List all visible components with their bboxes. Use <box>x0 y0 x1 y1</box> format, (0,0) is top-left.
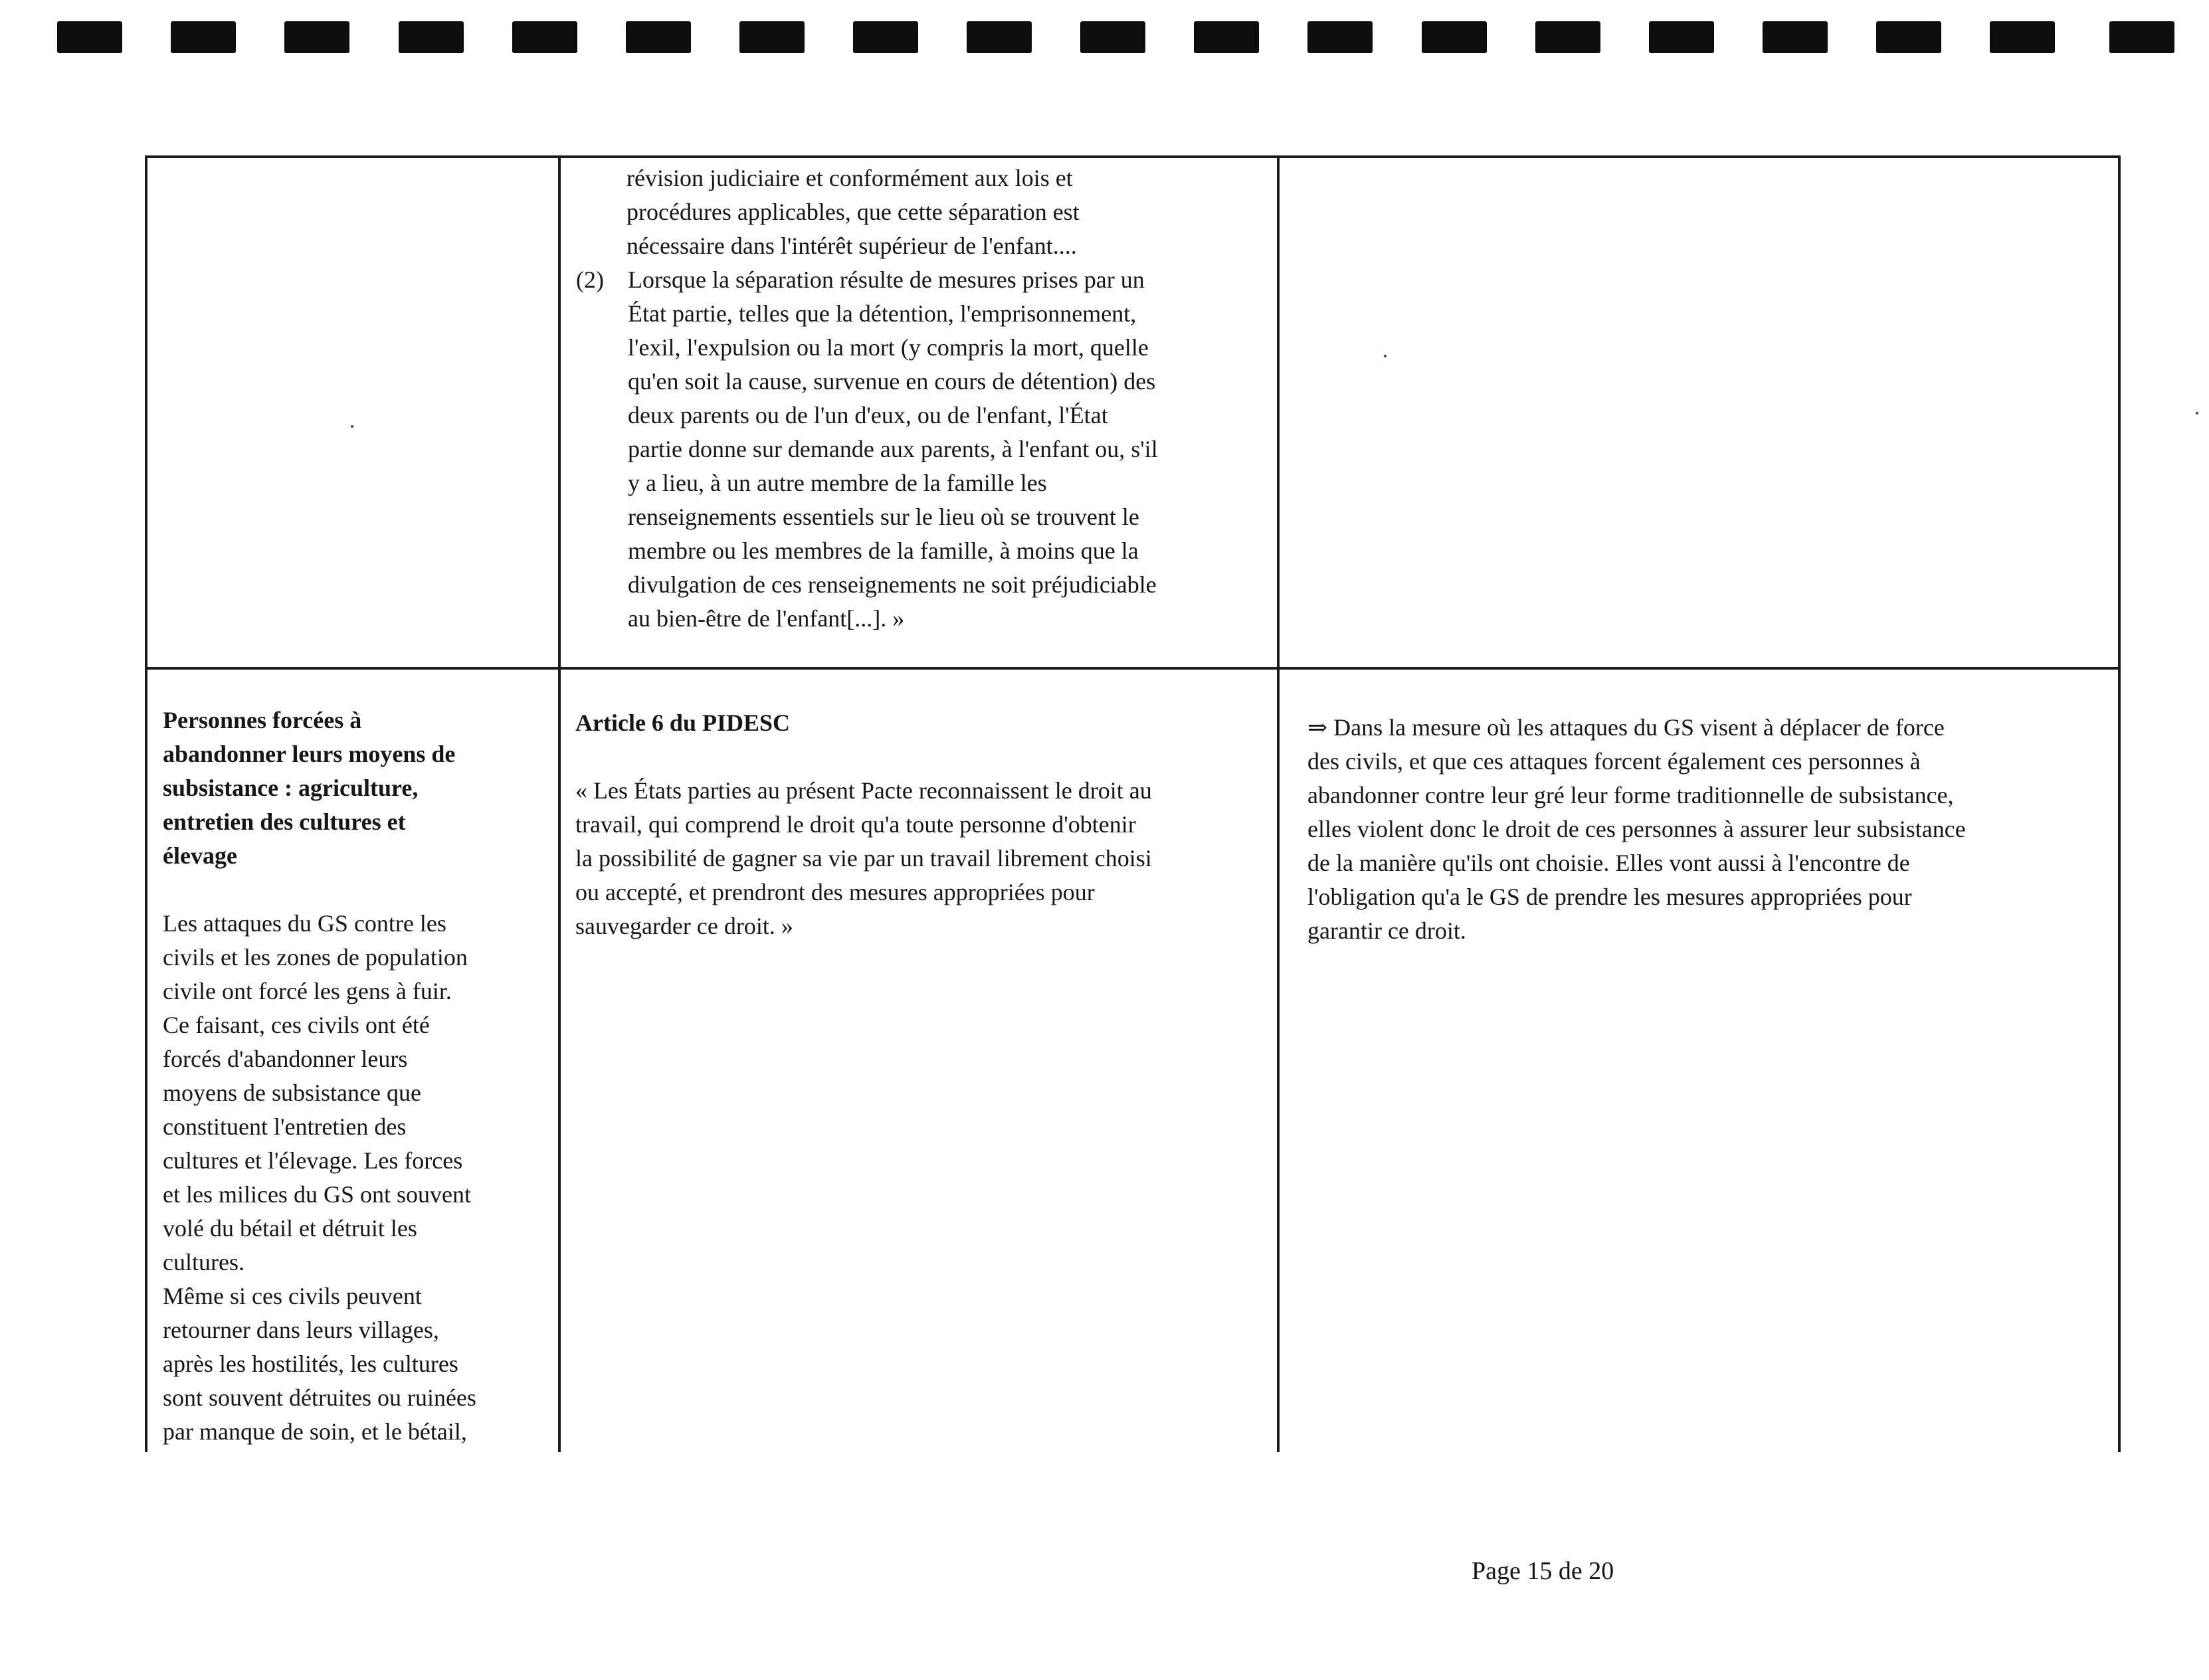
analysis-line: abandonner contre leur gré leur forme traditionnelle de subsistance, <box>1307 782 1954 808</box>
article-line: sauvegarder ce droit. » <box>575 913 793 939</box>
item-line: qu'en soit la cause, survenue en cours de détention) des <box>628 368 1156 395</box>
item-line: l'exil, l'expulsion ou la mort (y compris la mort, quelle <box>628 334 1149 361</box>
stray-dot <box>1384 355 1387 357</box>
subject-body-line: forcés d'abandonner leurs <box>163 1046 408 1072</box>
quote-line: procédures applicables, que cette séparation est <box>626 199 1080 225</box>
analysis-cell <box>1307 711 2111 948</box>
analysis-line: elles violent donc le droit de ces personnes à assurer leur subsistance <box>1307 816 1966 842</box>
item-line: État partie, telles que la détention, l'emprisonnement, <box>628 300 1137 327</box>
subject-cell <box>163 703 541 1449</box>
subject-body-line: par manque de soin, et le bétail, <box>163 1418 467 1445</box>
item-number: (2) <box>576 266 604 293</box>
article-line: la possibilité de gagner sa vie par un travail librement choisi <box>575 845 1152 872</box>
subject-heading-line: subsistance : agriculture, <box>163 775 419 801</box>
analysis-line: de la manière qu'ils ont choisie. Elles vont aussi à l'encontre de <box>1307 850 1910 876</box>
subject-heading-line: élevage <box>163 842 237 869</box>
numbered-item-2 <box>577 263 1321 636</box>
analysis-line: ⇒ Dans la mesure où les attaques du GS visent à déplacer de force <box>1307 714 1945 741</box>
quote-line: révision judiciaire et conformément aux lois et <box>626 165 1073 191</box>
table-top-border <box>145 155 2121 158</box>
stray-dot <box>2196 412 2198 415</box>
analysis-line: garantir ce droit. <box>1307 917 1466 944</box>
quote-line: nécessaire dans l'intérêt supérieur de l'enfant.... <box>626 233 1077 259</box>
article-line: « Les États parties au présent Pacte reconnaissent le droit au <box>575 777 1152 804</box>
item-line: partie donne sur demande aux parents, à l'enfant ou, s'il <box>628 436 1158 462</box>
subject-body-line: constituent l'entretien des <box>163 1113 407 1140</box>
top-quote-cell <box>626 161 1258 263</box>
subject-body-line: après les hostilités, les cultures <box>163 1351 458 1377</box>
subject-body-line: cultures. <box>163 1249 244 1275</box>
article-line: ou accepté, et prendront des mesures appropriées pour <box>575 879 1095 905</box>
legal-basis-cell <box>575 706 1266 943</box>
item-line: y a lieu, à un autre membre de la famille les <box>628 470 1047 496</box>
subject-body-line: Même si ces civils peuvent <box>163 1283 422 1309</box>
subject-body-line: volé du bétail et détruit les <box>163 1215 417 1242</box>
item-line: renseignements essentiels sur le lieu où se trouvent le <box>628 504 1139 530</box>
item-line: au bien-être de l'enfant[...]. » <box>628 605 905 632</box>
subject-body-line: Ce faisant, ces civils ont été <box>163 1012 430 1038</box>
item-line: membre ou les membres de la famille, à moins que la <box>628 537 1139 564</box>
column-divider <box>558 155 561 1452</box>
subject-body-line: sont souvent détruites ou ruinées <box>163 1384 476 1411</box>
subject-heading-line: Personnes forcées à <box>163 707 362 733</box>
subject-body-line: civils et les zones de population <box>163 944 468 971</box>
subject-body-line: et les milices du GS ont souvent <box>163 1181 471 1208</box>
subject-heading-line: abandonner leurs moyens de <box>163 741 456 767</box>
subject-body-line: cultures et l'élevage. Les forces <box>163 1147 463 1174</box>
subject-body-line: Les attaques du GS contre les <box>163 910 446 937</box>
page-number: Page 15 de 20 <box>1472 1557 1614 1585</box>
analysis-line: des civils, et que ces attaques forcent également ces personnes à <box>1307 748 1921 775</box>
article-heading: Article 6 du PIDESC <box>575 709 790 736</box>
subject-body-line: civile ont forcé les gens à fuir. <box>163 978 452 1004</box>
subject-body-line: moyens de subsistance que <box>163 1079 421 1106</box>
subject-heading-line: entretien des cultures et <box>163 808 406 835</box>
row-divider <box>145 667 2121 670</box>
table-right-border <box>2118 155 2121 1452</box>
subject-body-line: retourner dans leurs villages, <box>163 1317 439 1343</box>
item-line: deux parents ou de l'un d'eux, ou de l'enfant, l'État <box>628 402 1108 428</box>
article-line: travail, qui comprend le droit qu'a toute personne d'obtenir <box>575 811 1136 838</box>
analysis-line: l'obligation qu'a le GS de prendre les mesures appropriées pour <box>1307 884 1912 910</box>
item-line: Lorsque la séparation résulte de mesures prises par un <box>628 266 1145 293</box>
stray-dot <box>351 425 353 428</box>
table-left-border <box>145 155 147 1452</box>
item-line: divulgation de ces renseignements ne soit préjudiciable <box>628 571 1157 598</box>
